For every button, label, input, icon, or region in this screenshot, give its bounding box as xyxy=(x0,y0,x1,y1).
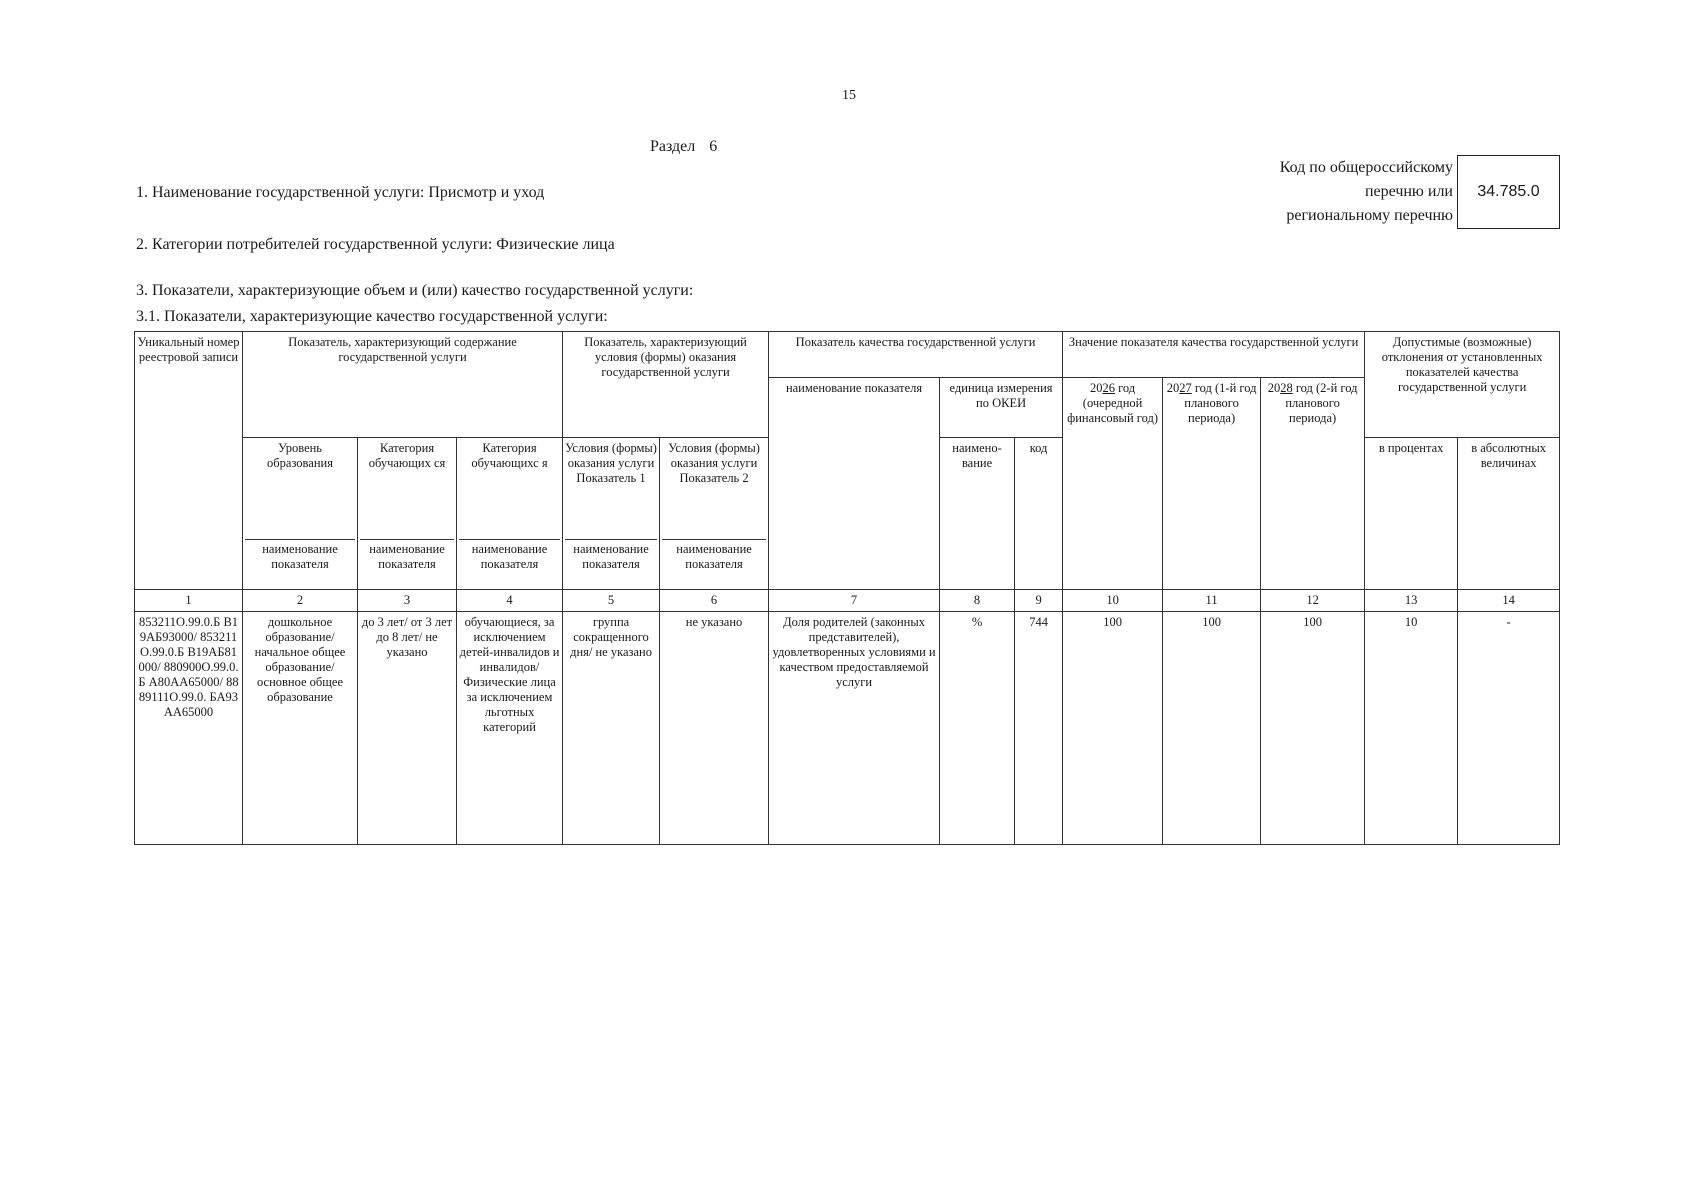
student-category-1-subname: наименование показателя xyxy=(360,539,454,572)
registry-code-label-line: Код по общероссийскому xyxy=(1279,159,1453,176)
year-3-label: год (2-й год планового периода) xyxy=(1285,381,1358,425)
cell-education-level: дошкольное образование/ начальное общее образование/ основное общее образование xyxy=(243,612,358,845)
indicators-heading: 3. Показатели, характеризующие объем и (или) качество государственной услуги: xyxy=(136,282,694,299)
header-unit-code: код xyxy=(1015,438,1063,590)
header-unique-number: Уникальный номер реестровой записи xyxy=(135,332,243,590)
table-row xyxy=(135,612,1560,845)
column-number: 12 xyxy=(1261,590,1365,612)
column-number: 13 xyxy=(1365,590,1458,612)
student-category-1-label: Категория обучающих ся xyxy=(368,441,446,470)
student-category-2-label: Категория обучающихс я xyxy=(471,441,548,470)
header-unit-name: наимено- вание xyxy=(940,438,1015,590)
header-condition-2 xyxy=(660,438,769,590)
education-level-subname: наименование показателя xyxy=(245,539,355,572)
year-2-label: год (1-й год планового периода) xyxy=(1184,381,1257,425)
section-number: 6 xyxy=(709,138,718,155)
condition-2-subname: наименование показателя xyxy=(662,539,766,572)
header-deviation-percent: в процентах xyxy=(1365,438,1458,590)
cell-deviation-percent: 10 xyxy=(1365,612,1458,845)
cell-student-category-2: обучающиеся, за исключением детей-инвалидов и инвалидов/ Физические лица за исключением льготных категорий xyxy=(457,612,563,845)
header-student-category-2 xyxy=(457,438,563,590)
condition-1-label: Условия (формы) оказания услуги Показатель 1 xyxy=(565,441,657,485)
column-number: 10 xyxy=(1063,590,1163,612)
column-number: 7 xyxy=(769,590,940,612)
header-quality-indicator: Показатель качества государственной услуги xyxy=(769,332,1063,378)
cell-value-year-3: 100 xyxy=(1261,612,1365,845)
column-number: 2 xyxy=(243,590,358,612)
page-number: 15 xyxy=(842,88,856,103)
year-1-suffix: 26 xyxy=(1102,381,1115,395)
cell-unit-name: % xyxy=(940,612,1015,845)
column-number: 1 xyxy=(135,590,243,612)
cell-student-category-1: до 3 лет/ от 3 лет до 8 лет/ не указано xyxy=(358,612,457,845)
registry-code-box: 34.785.0 xyxy=(1457,155,1560,229)
header-unit-okei: единица измерения по ОКЕИ xyxy=(940,378,1063,438)
header-student-category-1 xyxy=(358,438,457,590)
registry-code-label xyxy=(1280,156,1453,228)
cell-value-year-2: 100 xyxy=(1163,612,1261,845)
cell-unique-number: 853211О.99.0.Б В19АБ93000/ 853211О.99.0.Б В19АБ81000/ 880900О.99.0.Б А80АА65000/ 8889111О.99.0. БА93АА65000 xyxy=(135,612,243,845)
column-number: 3 xyxy=(358,590,457,612)
registry-code-label-line: перечню или xyxy=(1364,183,1453,200)
year-1-prefix: 20 xyxy=(1089,381,1103,395)
cell-unit-code: 744 xyxy=(1015,612,1063,845)
column-numbers-row xyxy=(135,590,1560,612)
header-deviation-absolute: в абсолютных величинах xyxy=(1458,438,1560,590)
header-year-1 xyxy=(1063,378,1163,590)
cell-condition-2: не указано xyxy=(660,612,769,845)
cell-condition-1: группа сокращенного дня/ не указано xyxy=(563,612,660,845)
cell-indicator-name: Доля родителей (законных представителей), удовлетворенных условиями и качеством предоставляемой услуги xyxy=(769,612,940,845)
year-2-prefix: 20 xyxy=(1166,381,1180,395)
section-label: Раздел xyxy=(650,138,696,155)
quality-indicators-table xyxy=(134,331,1560,845)
registry-code-label-line: региональному перечню xyxy=(1286,207,1453,224)
condition-1-subname: наименование показателя xyxy=(565,539,657,572)
column-number: 14 xyxy=(1458,590,1560,612)
year-3-suffix: 28 xyxy=(1280,381,1293,395)
header-indicator-name: наименование показателя xyxy=(769,378,940,590)
service-name: 1. Наименование государственной услуги: Присмотр и уход xyxy=(136,184,545,201)
header-condition-1 xyxy=(563,438,660,590)
year-2-suffix: 27 xyxy=(1179,381,1192,395)
section-title xyxy=(650,138,717,156)
column-number: 9 xyxy=(1015,590,1063,612)
student-category-2-subname: наименование показателя xyxy=(459,539,560,572)
quality-heading: 3.1. Показатели, характеризующие качество государственной услуги: xyxy=(136,308,608,325)
header-year-2 xyxy=(1163,378,1261,590)
education-level-label: Уровень образования xyxy=(267,441,333,470)
header-quality-values: Значение показателя качества государственной услуги xyxy=(1063,332,1365,378)
column-number: 6 xyxy=(660,590,769,612)
header-conditions-indicator: Показатель, характеризующий условия (формы) оказания государственной услуги xyxy=(563,332,769,438)
consumer-categories: 2. Категории потребителей государственной услуги: Физические лица xyxy=(136,236,615,253)
cell-deviation-absolute: - xyxy=(1458,612,1560,845)
column-number: 11 xyxy=(1163,590,1261,612)
header-allowed-deviation: Допустимые (возможные) отклонения от установленных показателей качества государственной услуги xyxy=(1365,332,1560,438)
header-education-level xyxy=(243,438,358,590)
column-number: 4 xyxy=(457,590,563,612)
cell-value-year-1: 100 xyxy=(1063,612,1163,845)
header-content-indicator: Показатель, характеризующий содержание государственной услуги xyxy=(243,332,563,438)
column-number: 5 xyxy=(563,590,660,612)
header-year-3 xyxy=(1261,378,1365,590)
year-3-prefix: 20 xyxy=(1267,381,1281,395)
column-number: 8 xyxy=(940,590,1015,612)
condition-2-label: Условия (формы) оказания услуги Показатель 2 xyxy=(668,441,760,485)
year-1-label: год (очередной финансовый год) xyxy=(1067,381,1158,425)
